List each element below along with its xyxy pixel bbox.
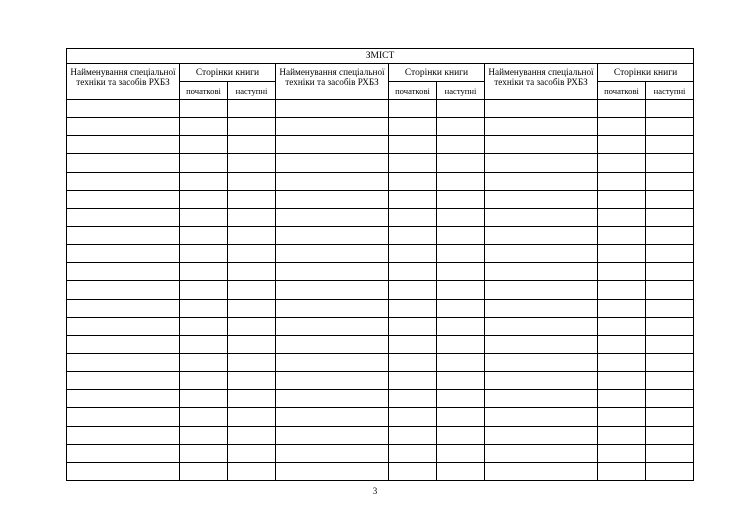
table-cell <box>598 372 646 390</box>
table-cell <box>485 190 598 208</box>
table-cell <box>276 281 389 299</box>
table-cell <box>228 208 276 226</box>
table-cell <box>485 335 598 353</box>
table-cell <box>180 172 228 190</box>
table-title: ЗМІСТ <box>67 49 694 64</box>
table-cell <box>389 353 437 371</box>
table-cell <box>485 281 598 299</box>
table-cell <box>646 444 694 462</box>
table-cell <box>646 226 694 244</box>
table-row <box>67 281 694 299</box>
table-cell <box>228 353 276 371</box>
table-cell <box>276 335 389 353</box>
table-row <box>67 190 694 208</box>
table-cell <box>485 172 598 190</box>
table-cell <box>646 118 694 136</box>
column-header-next-pages: наступні <box>437 82 485 100</box>
table-cell <box>276 208 389 226</box>
table-cell <box>437 390 485 408</box>
table-cell <box>437 190 485 208</box>
table-cell <box>485 317 598 335</box>
table-cell <box>646 172 694 190</box>
table-cell <box>389 118 437 136</box>
table-cell <box>389 245 437 263</box>
table-cell <box>276 172 389 190</box>
table-cell <box>437 462 485 480</box>
table-cell <box>598 335 646 353</box>
table-cell <box>485 245 598 263</box>
table-cell <box>67 299 180 317</box>
table-cell <box>437 226 485 244</box>
table-cell <box>646 462 694 480</box>
table-cell <box>598 154 646 172</box>
table-cell <box>646 245 694 263</box>
table-cell <box>180 208 228 226</box>
column-header-start-page: початкові <box>389 82 437 100</box>
table-cell <box>276 317 389 335</box>
column-header-start-page: початкові <box>180 82 228 100</box>
table-cell <box>276 136 389 154</box>
table-cell <box>437 444 485 462</box>
table-cell <box>646 353 694 371</box>
table-cell <box>67 208 180 226</box>
table-cell <box>598 281 646 299</box>
table-cell <box>646 335 694 353</box>
table-cell <box>228 245 276 263</box>
table-cell <box>646 190 694 208</box>
table-row <box>67 408 694 426</box>
table-cell <box>437 100 485 118</box>
table-cell <box>646 154 694 172</box>
column-header-pages: Сторінки книги <box>180 64 276 82</box>
column-header-name: Найменування спеціальної техніки та засобів РХБЗ <box>485 64 598 100</box>
table-cell <box>437 426 485 444</box>
table-cell <box>598 353 646 371</box>
table-row <box>67 208 694 226</box>
table-cell <box>598 426 646 444</box>
table-cell <box>437 335 485 353</box>
table-cell <box>180 263 228 281</box>
table-row <box>67 426 694 444</box>
table-cell <box>389 226 437 244</box>
table-cell <box>228 154 276 172</box>
table-cell <box>276 390 389 408</box>
table-row <box>67 100 694 118</box>
table-body <box>67 100 694 481</box>
table-row <box>67 317 694 335</box>
table-cell <box>389 372 437 390</box>
table-cell <box>437 154 485 172</box>
table-cell <box>646 372 694 390</box>
table-cell <box>180 190 228 208</box>
table-cell <box>180 372 228 390</box>
table-cell <box>437 281 485 299</box>
table-cell <box>646 408 694 426</box>
table-cell <box>389 154 437 172</box>
table-cell <box>67 353 180 371</box>
table-cell <box>228 190 276 208</box>
table-cell <box>389 172 437 190</box>
column-header-name: Найменування спеціальної техніки та засобів РХБЗ <box>67 64 180 100</box>
table-cell <box>646 390 694 408</box>
table-cell <box>598 208 646 226</box>
table-cell <box>646 299 694 317</box>
table-cell <box>228 263 276 281</box>
table-cell <box>67 263 180 281</box>
table-cell <box>228 317 276 335</box>
table-cell <box>485 372 598 390</box>
table-cell <box>646 208 694 226</box>
table-cell <box>485 208 598 226</box>
table-cell <box>485 154 598 172</box>
table-cell <box>180 136 228 154</box>
table-cell <box>67 390 180 408</box>
table-cell <box>389 408 437 426</box>
table-row <box>67 263 694 281</box>
table-cell <box>180 245 228 263</box>
table-cell <box>276 353 389 371</box>
table-cell <box>67 136 180 154</box>
table-cell <box>276 372 389 390</box>
table-cell <box>276 263 389 281</box>
table-cell <box>67 245 180 263</box>
table-cell <box>646 317 694 335</box>
table-cell <box>228 408 276 426</box>
table-cell <box>389 317 437 335</box>
table-cell <box>67 462 180 480</box>
table-cell <box>180 100 228 118</box>
table-cell <box>67 281 180 299</box>
table-cell <box>485 353 598 371</box>
table-cell <box>276 408 389 426</box>
table-cell <box>67 226 180 244</box>
table-cell <box>228 335 276 353</box>
table-cell <box>276 226 389 244</box>
table-cell <box>389 299 437 317</box>
table-cell <box>598 245 646 263</box>
table-cell <box>437 372 485 390</box>
table-cell <box>646 100 694 118</box>
table-cell <box>389 462 437 480</box>
table-cell <box>180 317 228 335</box>
table-cell <box>180 154 228 172</box>
table-row <box>67 226 694 244</box>
table-cell <box>598 299 646 317</box>
table-cell <box>389 263 437 281</box>
table-cell <box>67 154 180 172</box>
table-cell <box>389 136 437 154</box>
table-cell <box>437 317 485 335</box>
table-cell <box>598 172 646 190</box>
table-cell <box>598 118 646 136</box>
table-cell <box>437 208 485 226</box>
table-row <box>67 353 694 371</box>
table-cell <box>598 462 646 480</box>
table-cell <box>67 426 180 444</box>
table-cell <box>485 136 598 154</box>
table-cell <box>437 263 485 281</box>
table-cell <box>67 372 180 390</box>
table-cell <box>389 208 437 226</box>
table-cell <box>389 444 437 462</box>
table-cell <box>598 317 646 335</box>
table-row <box>67 299 694 317</box>
table-cell <box>228 136 276 154</box>
table-cell <box>437 136 485 154</box>
table-row <box>67 172 694 190</box>
table-cell <box>228 462 276 480</box>
table-cell <box>485 444 598 462</box>
table-cell <box>389 100 437 118</box>
table-cell <box>228 426 276 444</box>
table-cell <box>389 426 437 444</box>
column-header-pages: Сторінки книги <box>389 64 485 82</box>
table-cell <box>598 190 646 208</box>
table-cell <box>598 390 646 408</box>
table-cell <box>228 372 276 390</box>
table-row <box>67 390 694 408</box>
table-cell <box>276 100 389 118</box>
table-cell <box>67 408 180 426</box>
table-cell <box>646 263 694 281</box>
table-row <box>67 136 694 154</box>
table-cell <box>437 408 485 426</box>
table-cell <box>67 100 180 118</box>
table-cell <box>228 444 276 462</box>
table-cell <box>180 426 228 444</box>
page-number: 3 <box>372 486 378 496</box>
table-cell <box>67 118 180 136</box>
table-cell <box>485 462 598 480</box>
table-cell <box>389 190 437 208</box>
table-cell <box>180 335 228 353</box>
table-cell <box>67 172 180 190</box>
table-cell <box>228 118 276 136</box>
table-cell <box>389 390 437 408</box>
table-cell <box>485 226 598 244</box>
column-header-name: Найменування спеціальної техніки та засобів РХБЗ <box>276 64 389 100</box>
table-row <box>67 444 694 462</box>
table-cell <box>180 353 228 371</box>
table-cell <box>485 408 598 426</box>
column-header-next-pages: наступні <box>646 82 694 100</box>
table-cell <box>276 245 389 263</box>
table-cell <box>276 299 389 317</box>
table-cell <box>437 172 485 190</box>
table-cell <box>276 190 389 208</box>
table-cell <box>228 100 276 118</box>
table-cell <box>598 444 646 462</box>
column-header-next-pages: наступні <box>228 82 276 100</box>
table-cell <box>389 281 437 299</box>
table-cell <box>228 299 276 317</box>
table-row <box>67 245 694 263</box>
table-cell <box>180 118 228 136</box>
table-cell <box>485 426 598 444</box>
table-cell <box>485 118 598 136</box>
table-cell <box>180 390 228 408</box>
table-cell <box>180 281 228 299</box>
column-header-start-page: початкові <box>598 82 646 100</box>
table-cell <box>276 154 389 172</box>
table-cell <box>228 226 276 244</box>
table-cell <box>276 426 389 444</box>
table-cell <box>67 444 180 462</box>
table-cell <box>437 245 485 263</box>
table-cell <box>276 462 389 480</box>
table-cell <box>228 390 276 408</box>
table-cell <box>437 353 485 371</box>
table-cell <box>485 390 598 408</box>
table-row <box>67 372 694 390</box>
table-cell <box>485 100 598 118</box>
table-cell <box>485 263 598 281</box>
table-cell <box>180 462 228 480</box>
table-row <box>67 335 694 353</box>
table-cell <box>598 263 646 281</box>
table-cell <box>389 335 437 353</box>
table-cell <box>276 118 389 136</box>
table-cell <box>67 335 180 353</box>
table-cell <box>180 299 228 317</box>
table-cell <box>598 136 646 154</box>
table-row <box>67 462 694 480</box>
table-cell <box>437 118 485 136</box>
contents-table <box>66 48 694 481</box>
table-cell <box>598 408 646 426</box>
table-cell <box>67 190 180 208</box>
table-cell <box>598 100 646 118</box>
table-row <box>67 154 694 172</box>
table-cell <box>180 444 228 462</box>
table-cell <box>67 317 180 335</box>
table-cell <box>646 426 694 444</box>
table-cell <box>228 172 276 190</box>
column-header-pages: Сторінки книги <box>598 64 694 82</box>
table-cell <box>646 136 694 154</box>
table-cell <box>276 444 389 462</box>
table-cell <box>437 299 485 317</box>
table-cell <box>180 408 228 426</box>
table-cell <box>598 226 646 244</box>
table-cell <box>228 281 276 299</box>
table-row <box>67 118 694 136</box>
table-cell <box>646 281 694 299</box>
table-cell <box>180 226 228 244</box>
table-cell <box>485 299 598 317</box>
